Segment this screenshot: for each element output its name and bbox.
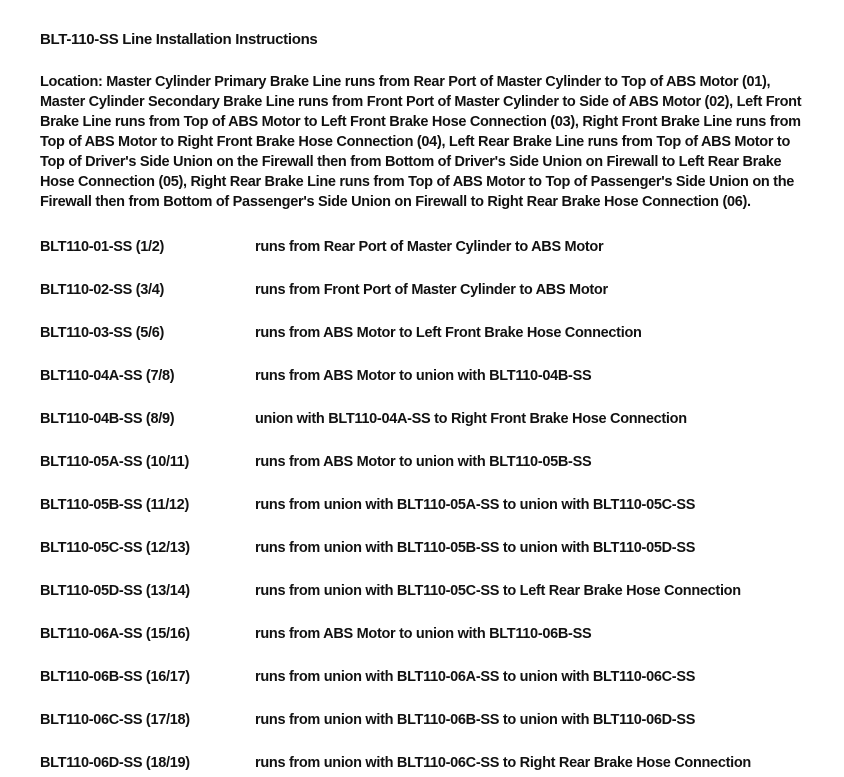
part-number: BLT110-04B-SS (8/9) (40, 411, 175, 427)
line-description: runs from ABS Motor to union with BLT110-06B-SS (255, 626, 592, 642)
part-number: BLT110-06A-SS (15/16) (40, 626, 190, 642)
part-number: BLT110-04A-SS (7/8) (40, 368, 175, 384)
line-description: runs from union with BLT110-06B-SS to union with BLT110-06D-SS (255, 712, 696, 728)
document-title: BLT-110-SS Line Installation Instructions (40, 31, 318, 48)
part-number: BLT110-05A-SS (10/11) (40, 454, 189, 470)
line-row (40, 366, 818, 386)
line-description: runs from union with BLT110-06C-SS to Right Rear Brake Hose Connection (255, 755, 751, 771)
line-row (40, 452, 818, 472)
part-number: BLT110-03-SS (5/6) (40, 325, 165, 341)
part-number: BLT110-06D-SS (18/19) (40, 755, 190, 771)
line-row (40, 538, 818, 558)
line-row (40, 237, 818, 257)
line-description: runs from union with BLT110-05B-SS to union with BLT110-05D-SS (255, 540, 696, 556)
location-paragraph: Location: Master Cylinder Primary Brake Line runs from Rear Port of Master Cylinder to Top of ABS Motor (01), Master Cylinder Secondary Brake Line runs from Front Port of Master Cylinder to Side of ABS Motor (02), Left Front Brake Line runs from Top of ABS Motor to Left Front Brake Hose Connection (03), Right Front Brake Line runs from Top of ABS Motor to Right Front Brake Hose Connection (04), Left Rear Brake Line runs from Top of ABS Motor to Top of Driver's Side Union on the Firewall then from Bottom of Driver's Side Union on Firewall to Left Rear Brake Hose Connection (05), Right Rear Brake Line runs from Top of ABS Motor to Top of Passenger's Side Union on the Firewall then from Bottom of Passenger's Side Union on Firewall to Right Rear Brake Hose Connection (06). (40, 74, 802, 210)
part-number: BLT110-05C-SS (12/13) (40, 540, 190, 556)
line-row (40, 667, 818, 687)
line-row (40, 581, 818, 601)
line-row (40, 753, 818, 773)
line-description: runs from union with BLT110-05C-SS to Left Rear Brake Hose Connection (255, 583, 741, 599)
line-description: runs from Front Port of Master Cylinder to ABS Motor (255, 282, 608, 298)
part-number: BLT110-05B-SS (11/12) (40, 497, 189, 513)
line-row (40, 495, 818, 515)
line-description: union with BLT110-04A-SS to Right Front Brake Hose Connection (255, 411, 687, 427)
line-description: runs from ABS Motor to Left Front Brake Hose Connection (255, 325, 642, 341)
line-description: runs from union with BLT110-06A-SS to union with BLT110-06C-SS (255, 669, 696, 685)
line-row (40, 710, 818, 730)
line-description: runs from ABS Motor to union with BLT110-04B-SS (255, 368, 592, 384)
part-number: BLT110-01-SS (1/2) (40, 239, 165, 255)
line-row (40, 280, 818, 300)
line-row (40, 409, 818, 429)
part-number: BLT110-02-SS (3/4) (40, 282, 165, 298)
part-number: BLT110-06C-SS (17/18) (40, 712, 190, 728)
line-description: runs from Rear Port of Master Cylinder to ABS Motor (255, 239, 604, 255)
line-row (40, 624, 818, 644)
line-row (40, 323, 818, 343)
line-description: runs from ABS Motor to union with BLT110-05B-SS (255, 454, 592, 470)
part-number: BLT110-05D-SS (13/14) (40, 583, 190, 599)
part-number: BLT110-06B-SS (16/17) (40, 669, 190, 685)
line-description: runs from union with BLT110-05A-SS to union with BLT110-05C-SS (255, 497, 696, 513)
line-list (40, 237, 818, 773)
